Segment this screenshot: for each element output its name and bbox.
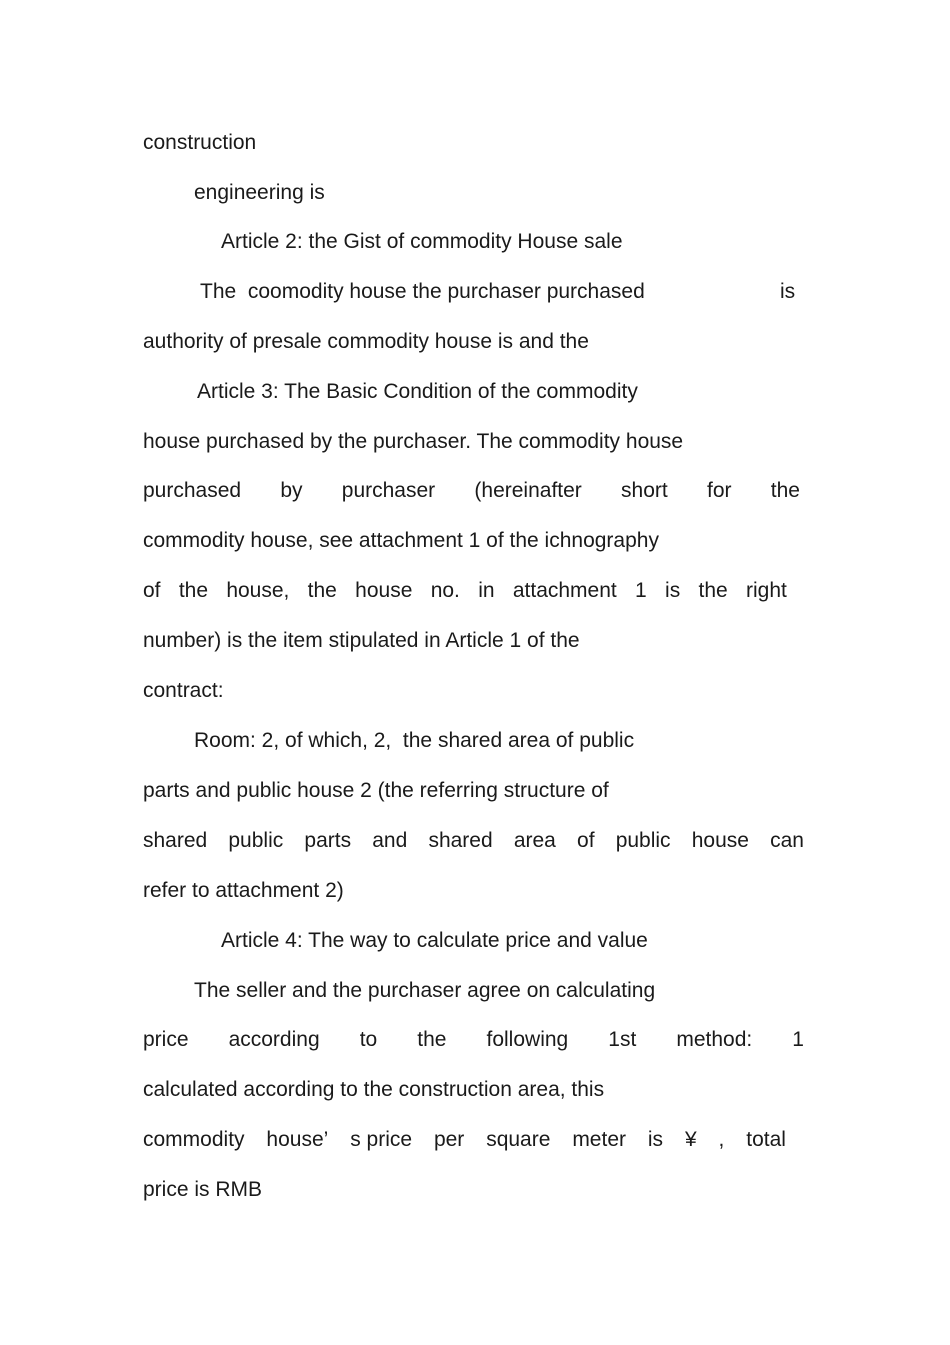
- article-4-heading: Article 4: The way to calculate price and value: [221, 929, 648, 952]
- text-line: number) is the item stipulated in Article 1 of the: [143, 629, 580, 652]
- text-line: engineering is: [194, 181, 325, 204]
- text-line: commodity house, see attachment 1 of the ichnography: [143, 529, 659, 552]
- text-line: The coomodity house the purchaser purchased: [200, 280, 645, 303]
- text-line: contract:: [143, 679, 224, 702]
- article-2-heading: Article 2: the Gist of commodity House sale: [221, 230, 623, 253]
- word: 1: [635, 579, 647, 602]
- justified-line: [143, 479, 800, 503]
- word: and: [372, 829, 408, 852]
- yen-symbol: ¥: [684, 1128, 697, 1151]
- word: square: [486, 1128, 551, 1151]
- word: of: [143, 579, 161, 602]
- word: per: [433, 1128, 465, 1151]
- word: total: [746, 1128, 786, 1151]
- word: is: [647, 1128, 664, 1151]
- text-line: house purchased by the purchaser. The commodity house: [143, 430, 684, 453]
- word: of: [577, 829, 595, 852]
- word: 1st: [608, 1028, 637, 1051]
- word: s price: [350, 1128, 413, 1151]
- word: area: [513, 829, 556, 852]
- word: meter: [572, 1128, 626, 1151]
- justified-line: [143, 1028, 804, 1052]
- text-line: parts and public house 2 (the referring structure of: [143, 779, 609, 802]
- word: by: [280, 479, 303, 502]
- word: public: [615, 829, 671, 852]
- word: the: [307, 579, 337, 602]
- text-line: is: [780, 280, 796, 303]
- justified-line: [143, 829, 804, 853]
- word: to: [359, 1028, 378, 1051]
- word: can: [770, 829, 804, 852]
- word: is: [665, 579, 681, 602]
- word: public: [228, 829, 284, 852]
- word: purchaser: [341, 479, 436, 502]
- word: the: [178, 579, 209, 602]
- word: no.: [430, 579, 460, 602]
- word: attachment: [512, 579, 617, 602]
- text-line: authority of presale commodity house is and the: [143, 330, 589, 353]
- text-line: Room: 2, of which, 2, the shared area of public: [194, 729, 635, 752]
- word: price: [143, 1028, 189, 1051]
- word: purchased: [143, 479, 242, 502]
- word: ,: [718, 1128, 725, 1151]
- text-line: calculated according to the construction area, this: [143, 1078, 605, 1101]
- text-line: price is RMB: [143, 1178, 263, 1201]
- word: following: [486, 1028, 569, 1051]
- word: according: [228, 1028, 320, 1051]
- text-line: construction: [143, 131, 257, 154]
- article-3-heading: Article 3: The Basic Condition of the commodity: [197, 380, 638, 403]
- word: house: [355, 579, 413, 602]
- word: shared: [143, 829, 208, 852]
- text-line: The seller and the purchaser agree on calculating: [194, 979, 656, 1002]
- word: house,: [226, 579, 290, 602]
- word: shared: [428, 829, 493, 852]
- word: method:: [676, 1028, 753, 1051]
- word: the: [770, 479, 800, 502]
- word: right: [746, 579, 787, 602]
- word: parts: [304, 829, 352, 852]
- word: the: [698, 579, 728, 602]
- word: commodity: [143, 1128, 245, 1151]
- word: short: [621, 479, 668, 502]
- word: 1: [792, 1028, 804, 1051]
- word: house: [691, 829, 749, 852]
- justified-line: [143, 579, 787, 603]
- word: the: [417, 1028, 447, 1051]
- word: (hereinafter: [474, 479, 582, 502]
- text-line: refer to attachment 2): [143, 879, 344, 902]
- justified-line: [143, 1128, 786, 1152]
- word: for: [706, 479, 732, 502]
- word: in: [478, 579, 495, 602]
- word: house’: [266, 1128, 329, 1151]
